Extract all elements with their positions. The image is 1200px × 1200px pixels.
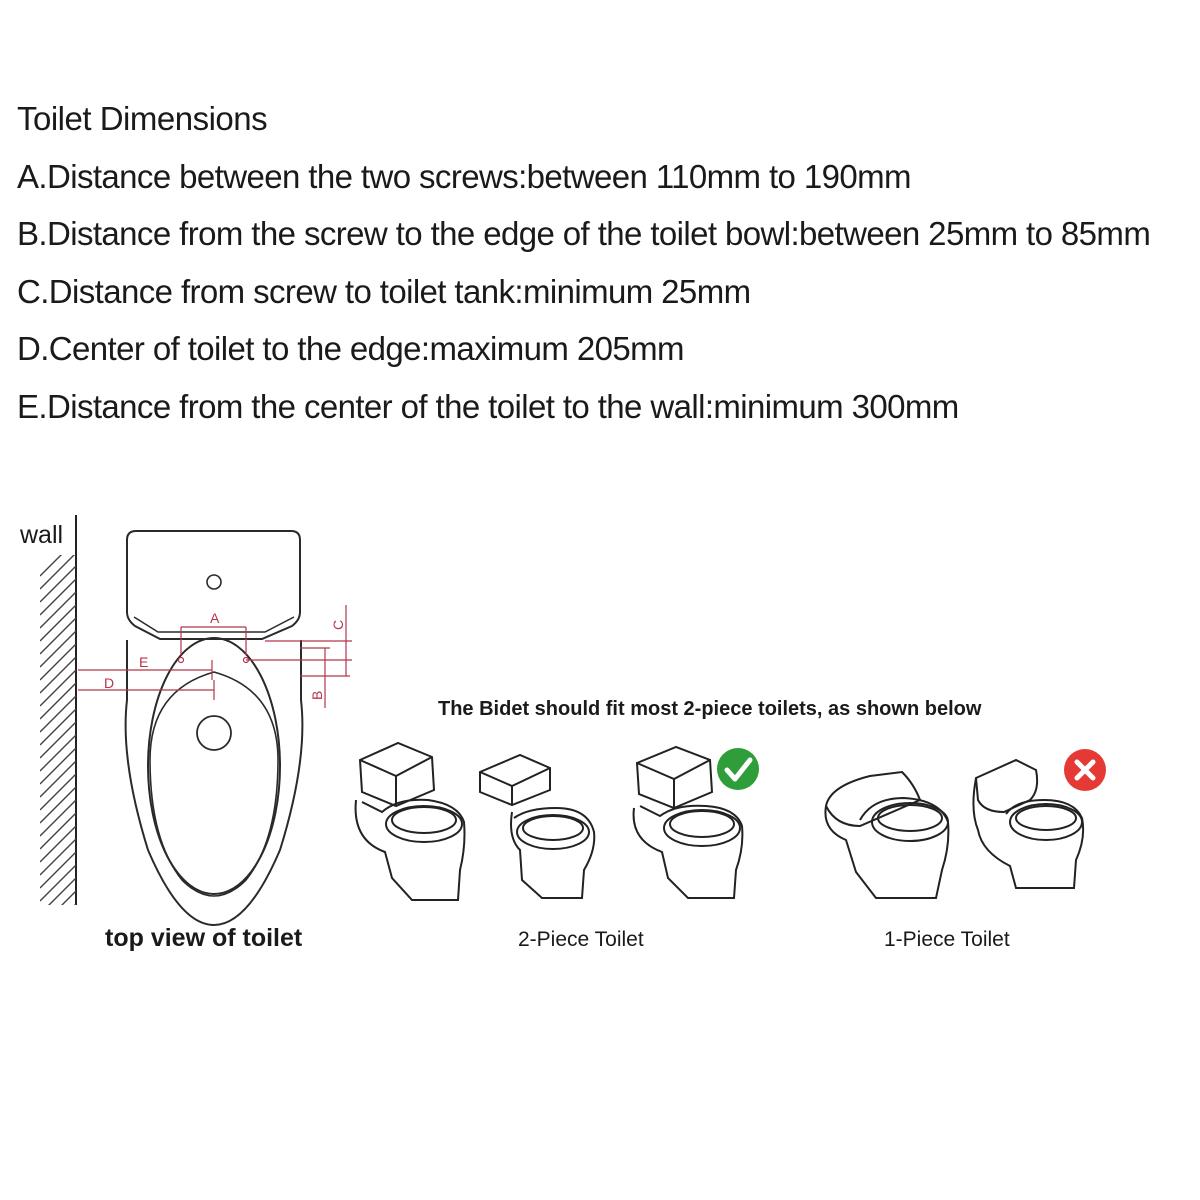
marker-d-label: D [104, 675, 115, 691]
dimension-b-text: B.Distance from the screw to the edge of the toilet bowl:between 25mm to 85mm [17, 215, 1151, 252]
marker-a-label: A [210, 610, 220, 626]
marker-e-label: E [139, 654, 149, 670]
dimension-e-text: E.Distance from the center of the toilet to the wall:minimum 300mm [17, 388, 959, 425]
marker-b-label: B [309, 690, 325, 700]
top-view-toilet [126, 531, 303, 925]
dimension-a-text: A.Distance between the two screws:between 110mm to 190mm [17, 158, 911, 195]
dimensions-title: Toilet Dimensions [17, 100, 268, 137]
one-piece-toilet-1 [825, 772, 948, 898]
compatibility-heading: The Bidet should fit most 2-piece toilets, as shown below [438, 698, 982, 720]
two-piece-toilet-2 [480, 755, 594, 898]
top-view-caption: top view of toilet [105, 924, 303, 952]
two-piece-caption: 2-Piece Toilet [518, 928, 644, 951]
dimension-c-text: C.Distance from screw to toilet tank:minimum 25mm [17, 273, 751, 310]
dimension-d-text: D.Center of toilet to the edge:maximum 205mm [17, 330, 684, 367]
wall-label: wall [20, 521, 64, 549]
wall [40, 515, 76, 966]
marker-c-label: C [330, 619, 346, 630]
green-check-icon [717, 748, 759, 790]
red-x-icon [1064, 749, 1106, 791]
one-piece-caption: 1-Piece Toilet [884, 928, 1010, 951]
two-piece-toilet-1 [356, 743, 465, 900]
